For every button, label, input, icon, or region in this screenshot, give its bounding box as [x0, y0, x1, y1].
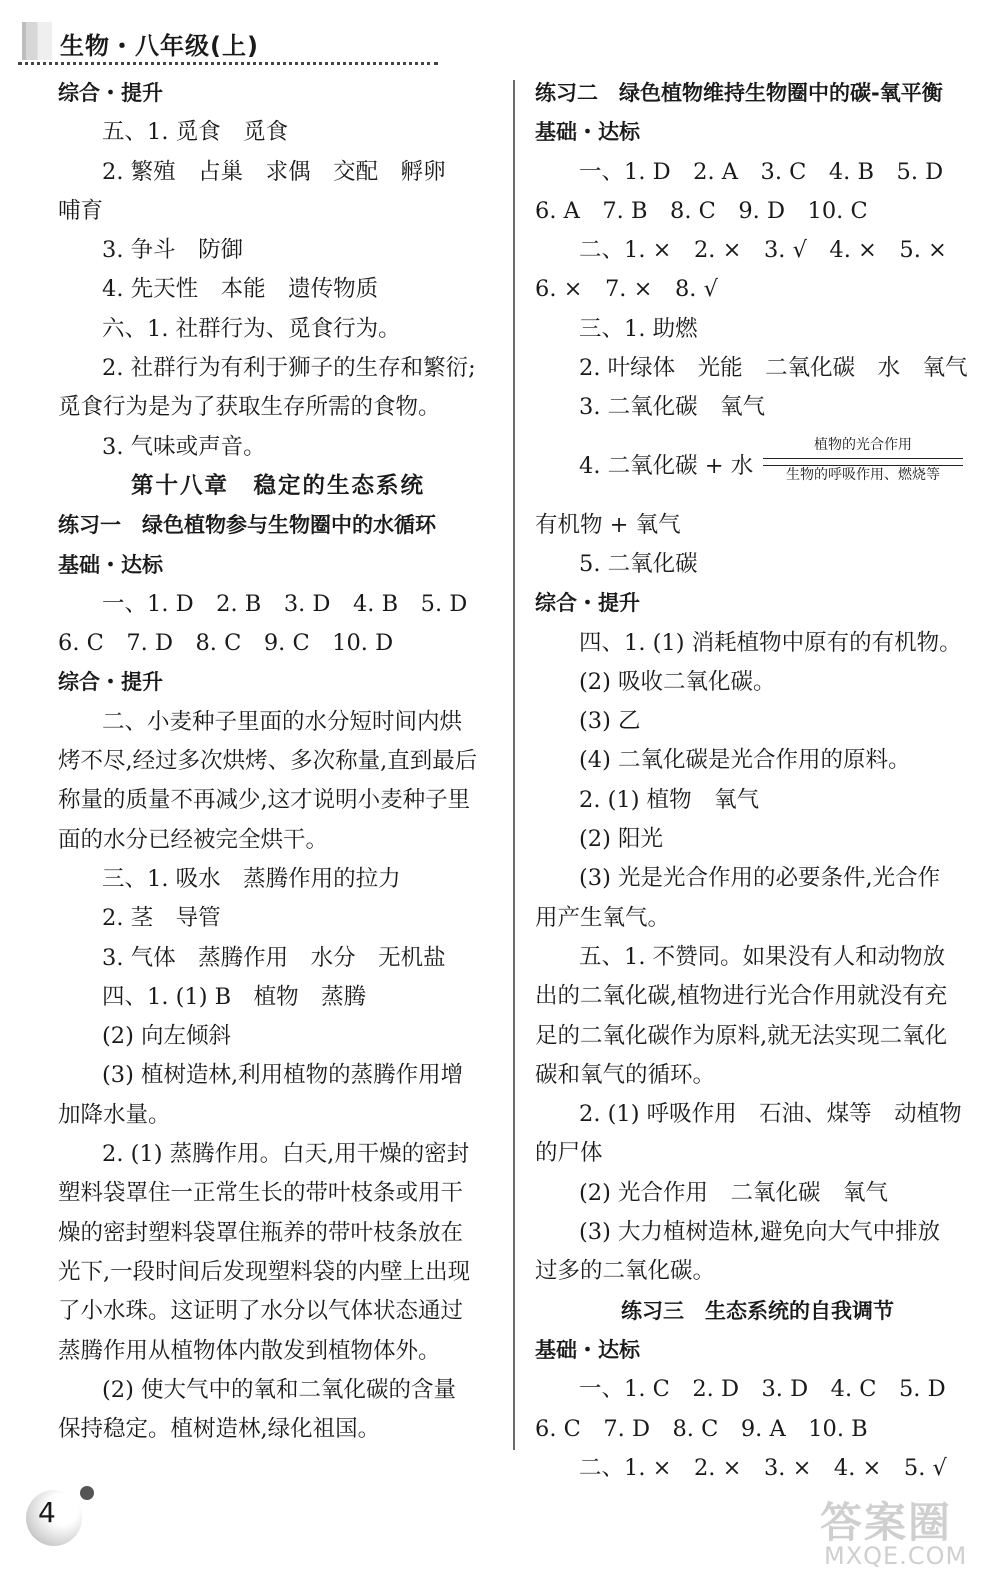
- answer-line: (2) 向左倾斜: [102, 1023, 232, 1050]
- answer-line: 三、1. 助燃: [579, 315, 698, 342]
- answer-line: 五、1. 觅食 觅食: [102, 119, 289, 146]
- answer-line: 练习二 绿色植物维持生物圈中的碳-氧平衡: [535, 81, 943, 105]
- answer-line: 五、1. 不赞同。如果没有人和动物放: [579, 943, 946, 970]
- decorative-dot: [80, 1486, 94, 1500]
- answer-line: 觅食行为是为了获取生存所需的食物。: [58, 394, 441, 421]
- answer-line: 2. 社群行为有利于狮子的生存和繁衍;: [102, 355, 476, 382]
- header-decoration: [22, 22, 52, 60]
- answer-line: 6. × 7. × 8. √: [535, 276, 718, 303]
- answer-line: 练习三 生态系统的自我调节: [621, 1298, 894, 1323]
- answer-line: (2) 阳光: [579, 826, 664, 853]
- answer-line: 2. (1) 植物 氧气: [579, 786, 760, 813]
- answer-line: (2) 使大气中的氧和二氧化碳的含量: [102, 1376, 457, 1403]
- answer-line: 保持稳定。植树造林,绿化祖国。: [58, 1416, 381, 1443]
- answer-line: 3. 争斗 防御: [102, 237, 244, 264]
- answer-line: 足的二氧化碳作为原料,就无法实现二氧化: [535, 1022, 948, 1049]
- answer-line: 2. 茎 导管: [102, 905, 221, 932]
- answer-line: 6. A 7. B 8. C 9. D 10. C: [535, 197, 868, 224]
- answer-line: 二、小麦种子里面的水分短时间内烘: [102, 708, 463, 735]
- answer-line: 二、1. × 2. × 3. × 4. × 5. √: [579, 1454, 947, 1481]
- answer-line: 综合・提升: [58, 81, 163, 105]
- answer-line: 基础・达标: [535, 120, 640, 145]
- answer-line: 基础・达标: [58, 552, 163, 577]
- answer-line: (2) 吸收二氧化碳。: [579, 668, 776, 695]
- answer-line: 练习一 绿色植物参与生物圈中的水循环: [58, 513, 436, 538]
- answer-line: 过多的二氧化碳。: [535, 1258, 716, 1285]
- equation-reactants: 4. 二氧化碳 + 水: [579, 452, 754, 479]
- answer-line: 四、1. (1) 消耗植物中原有的有机物。: [579, 629, 962, 656]
- answer-line: 基础・达标: [535, 1337, 640, 1362]
- answer-line: 塑料袋罩住一正常生长的带叶枝条或用干: [58, 1180, 464, 1207]
- answer-line: 了小水珠。这证明了水分以气体状态通过: [58, 1298, 464, 1325]
- answer-line: 一、1. C 2. D 3. D 4. C 5. D: [579, 1376, 946, 1403]
- answer-line: 加降水量。: [58, 1101, 171, 1128]
- answer-line: 2. (1) 呼吸作用 石油、煤等 动植物: [579, 1101, 962, 1128]
- answer-line: 2. 叶绿体 光能 二氧化碳 水 氧气: [579, 355, 968, 382]
- answer-line: 哺育: [58, 197, 104, 224]
- answer-line: 光下,一段时间后发现塑料袋的内壁上出现: [58, 1258, 471, 1285]
- answer-line: 面的水分已经被完全烘干。: [58, 826, 329, 853]
- answer-line: (3) 大力植树造林,避免向大气中排放: [579, 1219, 941, 1246]
- reaction-equation: [535, 428, 980, 506]
- answer-line: 有机物 + 氧气: [535, 511, 681, 538]
- answer-line: 二、1. × 2. × 3. √ 4. × 5. ×: [579, 237, 947, 264]
- answer-line: 碳和氧气的循环。: [535, 1061, 716, 1088]
- right-column-part-a: [535, 74, 980, 428]
- answer-line: 燥的密封塑料袋罩住瓶养的带叶枝条放在: [58, 1219, 464, 1246]
- answer-line: 3. 二氧化碳 氧气: [579, 394, 766, 421]
- answer-line: 2. (1) 蒸腾作用。白天,用干燥的密封: [102, 1141, 470, 1168]
- answer-line: (3) 植树造林,利用植物的蒸腾作用增: [102, 1062, 464, 1089]
- answer-line: 第十八章 稳定的生态系统: [130, 472, 425, 499]
- answer-line: 烤不尽,经过多次烘烤、多次称量,直到最后: [58, 748, 478, 775]
- equation-double-arrow: [763, 436, 963, 496]
- answer-line: 三、1. 吸水 蒸腾作用的拉力: [102, 865, 401, 892]
- equation-arrow-lines: [763, 458, 963, 466]
- answer-line: 6. C 7. D 8. C 9. C 10. D: [58, 630, 394, 657]
- answer-line: 2. 繁殖 占巢 求偶 交配 孵卵: [102, 158, 446, 185]
- answer-line: 一、1. D 2. B 3. D 4. B 5. D: [102, 590, 468, 617]
- watermark-logo-text: 答案圈: [820, 1498, 953, 1547]
- answer-line: 出的二氧化碳,植物进行光合作用就没有充: [535, 983, 948, 1010]
- equation-forward-label: 植物的光合作用: [814, 436, 912, 453]
- page-header: [18, 18, 438, 66]
- column-divider: [513, 80, 515, 1450]
- left-column: [58, 74, 498, 1449]
- answer-line: 3. 气味或声音。: [102, 433, 266, 460]
- answer-line: 综合・提升: [58, 670, 163, 695]
- right-column-part-b: [535, 506, 980, 1488]
- answer-line: (2) 光合作用 二氧化碳 氧气: [579, 1179, 889, 1206]
- header-dotted-rule: [18, 62, 438, 65]
- page-number-badge: [26, 1490, 86, 1550]
- answer-line: (4) 二氧化碳是光合作用的原料。: [579, 747, 911, 774]
- watermark-url: MXQE.COM: [824, 1542, 968, 1570]
- answer-line: 6. C 7. D 8. C 9. A 10. B: [535, 1415, 868, 1442]
- answer-line: 用产生氧气。: [535, 904, 671, 931]
- answer-line: 四、1. (1) B 植物 蒸腾: [102, 983, 367, 1010]
- answer-line: 六、1. 社群行为、觅食行为。: [102, 315, 401, 342]
- watermark: [820, 1490, 990, 1580]
- answer-line: 蒸腾作用从植物体内散发到植物体外。: [58, 1337, 441, 1364]
- answer-line: 一、1. D 2. A 3. C 4. B 5. D: [579, 158, 944, 185]
- equation-reverse-label: 生物的呼吸作用、燃烧等: [786, 466, 940, 483]
- answer-line: 的尸体: [535, 1140, 603, 1167]
- answer-line: (3) 光是光合作用的必要条件,光合作: [579, 865, 941, 892]
- answer-line: 3. 气体 蒸腾作用 水分 无机盐: [102, 944, 446, 971]
- page-number: 4: [38, 1496, 56, 1529]
- answer-line: 5. 二氧化碳: [579, 550, 698, 577]
- header-title: 生物・八年级(上): [60, 32, 259, 60]
- right-column: [535, 74, 980, 1488]
- answer-line: (3) 乙: [579, 708, 641, 735]
- answer-line: 称量的质量不再减少,这才说明小麦种子里: [58, 787, 471, 814]
- answer-line: 4. 先天性 本能 遗传物质: [102, 276, 379, 303]
- answer-line: 综合・提升: [535, 591, 640, 616]
